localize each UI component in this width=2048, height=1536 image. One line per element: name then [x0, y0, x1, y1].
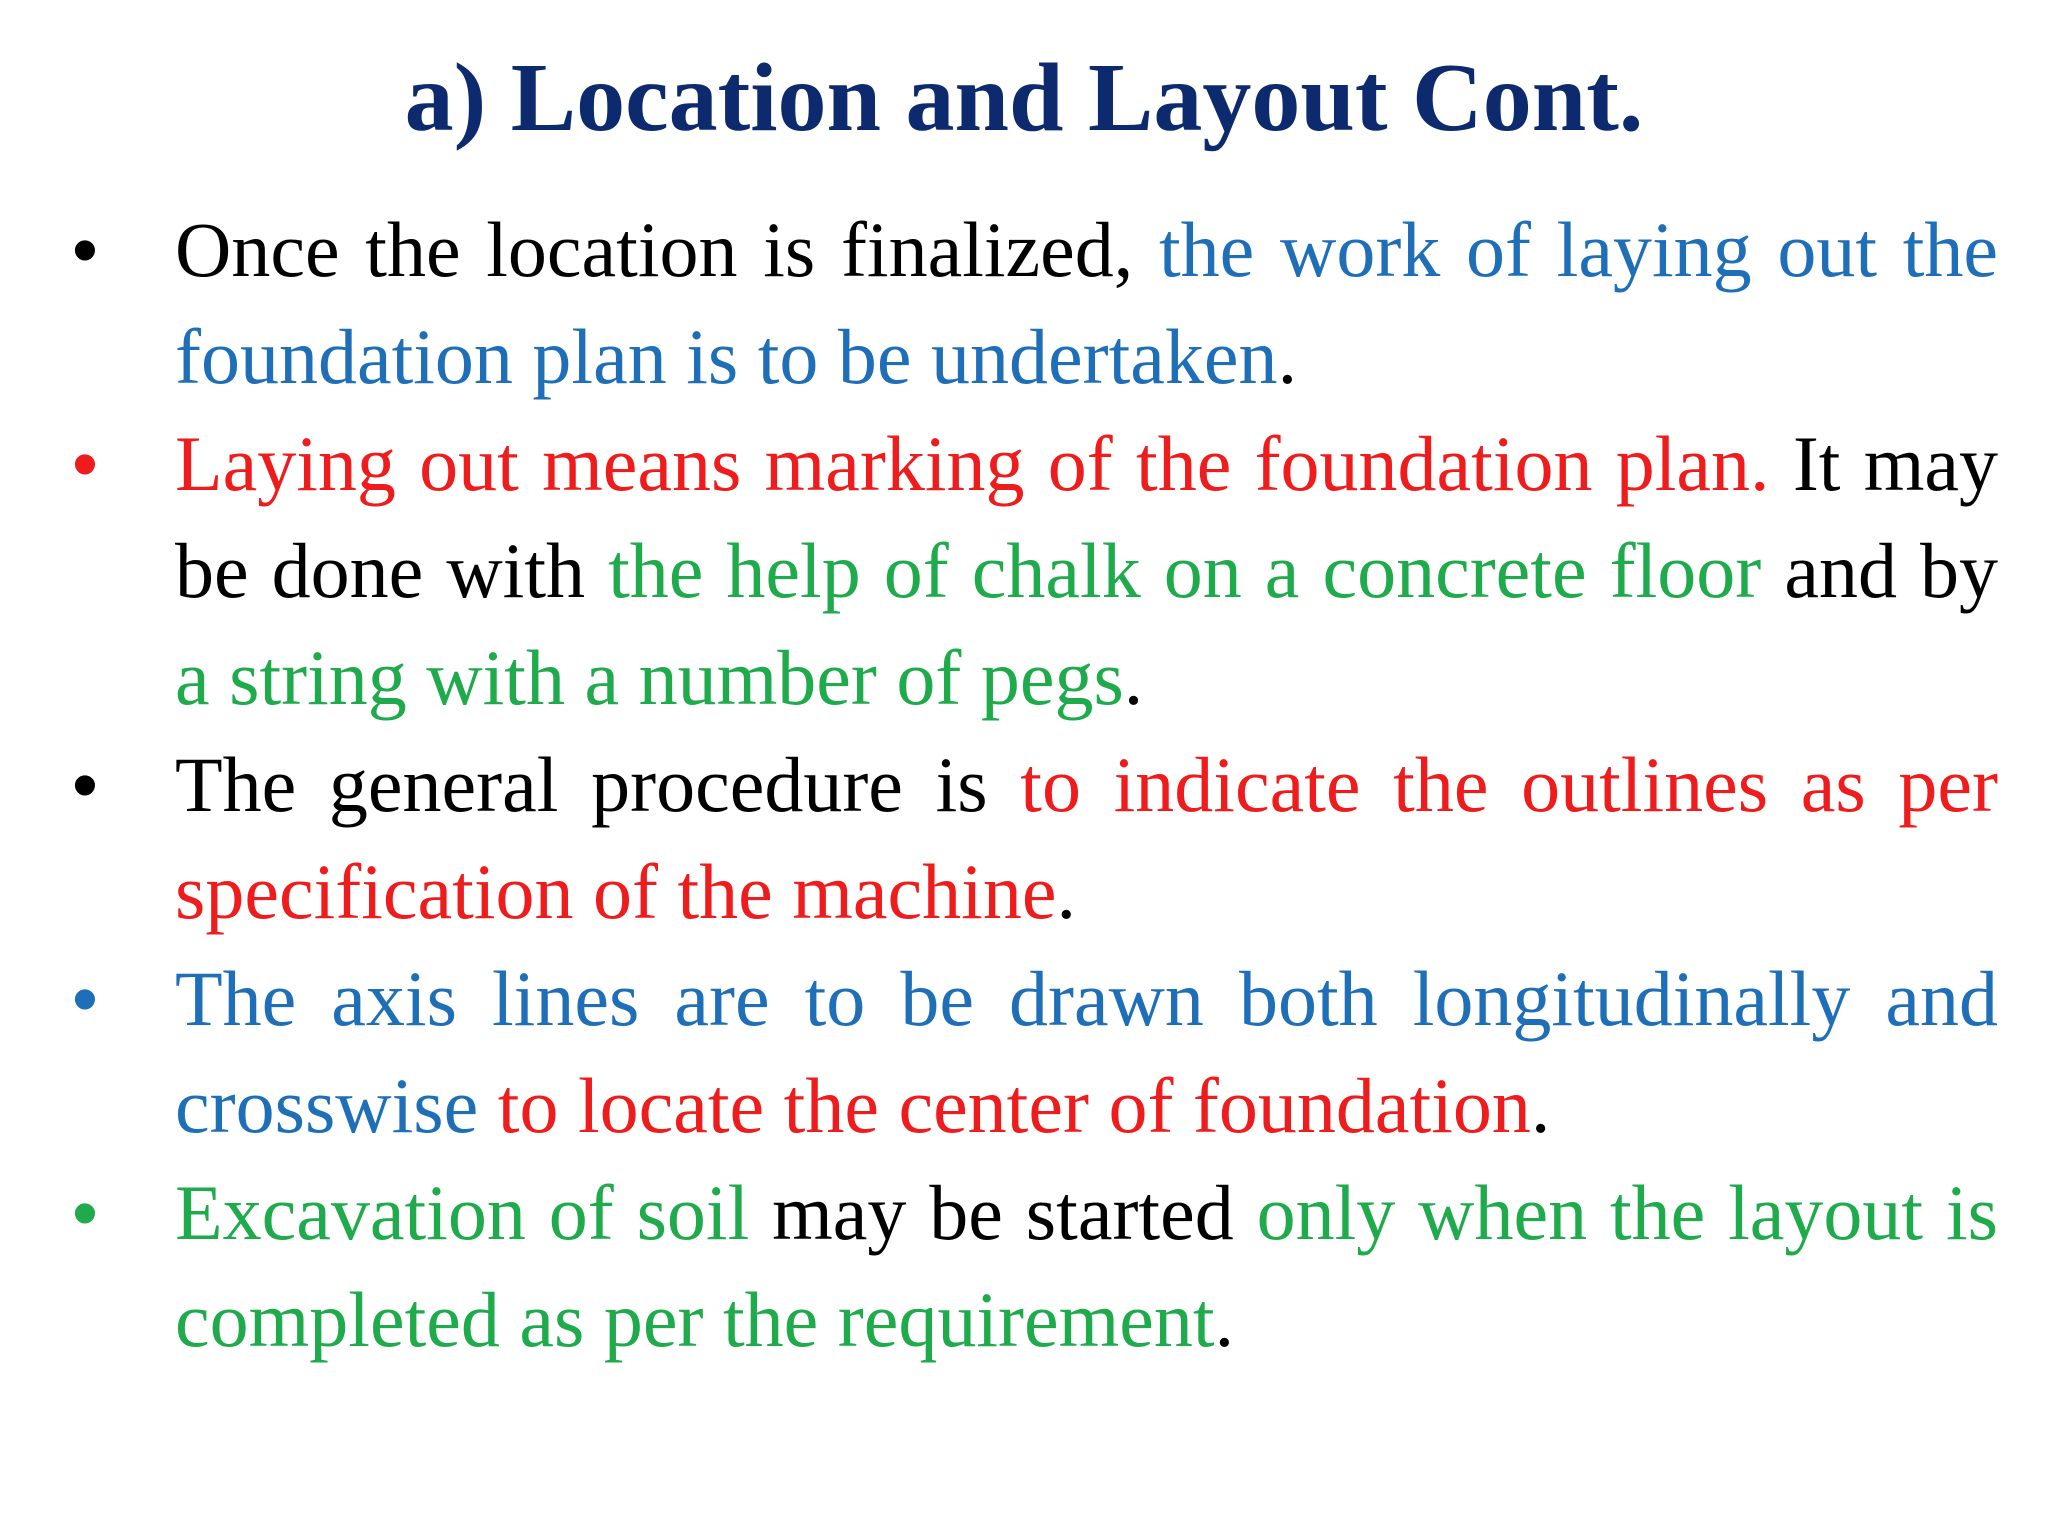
- slide-title: a) Location and Layout Cont.: [404, 44, 1644, 152]
- text-segment: Excavation of soil: [175, 1169, 750, 1256]
- bullet-item: [0, 196, 2048, 410]
- bullet-dot-icon: •: [72, 208, 98, 291]
- bullet-item: [0, 945, 2048, 1159]
- text-segment: .: [1214, 1276, 1235, 1363]
- bullet-dot-icon: •: [72, 743, 98, 826]
- text-segment: The general procedure is: [175, 741, 1021, 828]
- text-segment: It may be done with: [175, 420, 1998, 614]
- text-segment: only when the layout is completed as per the requirement: [175, 1169, 1998, 1363]
- text-segment: .: [1530, 1062, 1551, 1149]
- text-segment: a string with a number of pegs: [175, 634, 1124, 721]
- bullet-dot-icon: •: [72, 422, 98, 505]
- bullet-text: [175, 1159, 1998, 1373]
- bullet-text: [175, 410, 1998, 731]
- text-segment: may be started: [749, 1169, 1257, 1256]
- text-segment: .: [1056, 848, 1076, 935]
- bullet-list: [0, 196, 2048, 1373]
- text-segment: the help of chalk on a concrete floor: [608, 527, 1762, 614]
- text-segment: Laying out means marking of the foundation plan.: [175, 420, 1793, 507]
- bullet-item: [0, 1159, 2048, 1373]
- text-segment: The axis lines are to be drawn both longitudinally and crosswise: [175, 955, 1998, 1149]
- text-segment: to locate the center of foundation: [497, 1062, 1531, 1149]
- text-segment: and by: [1761, 527, 1999, 614]
- bullet-text: [175, 196, 1998, 410]
- text-segment: .: [1277, 313, 1298, 400]
- bullet-text: [175, 731, 1998, 945]
- bullet-dot-icon: •: [72, 957, 98, 1040]
- bullet-dot-icon: •: [72, 1171, 98, 1254]
- bullet-text: [175, 945, 1998, 1159]
- text-segment: the work of laying out the foundation plan is to be undertaken: [175, 206, 1998, 400]
- text-segment: Once the location is finalized,: [175, 206, 1159, 293]
- bullet-item: [0, 731, 2048, 945]
- bullet-item: [0, 410, 2048, 731]
- text-segment: .: [1123, 634, 1144, 721]
- text-segment: to indicate the outlines as per specification of the machine: [175, 741, 1998, 935]
